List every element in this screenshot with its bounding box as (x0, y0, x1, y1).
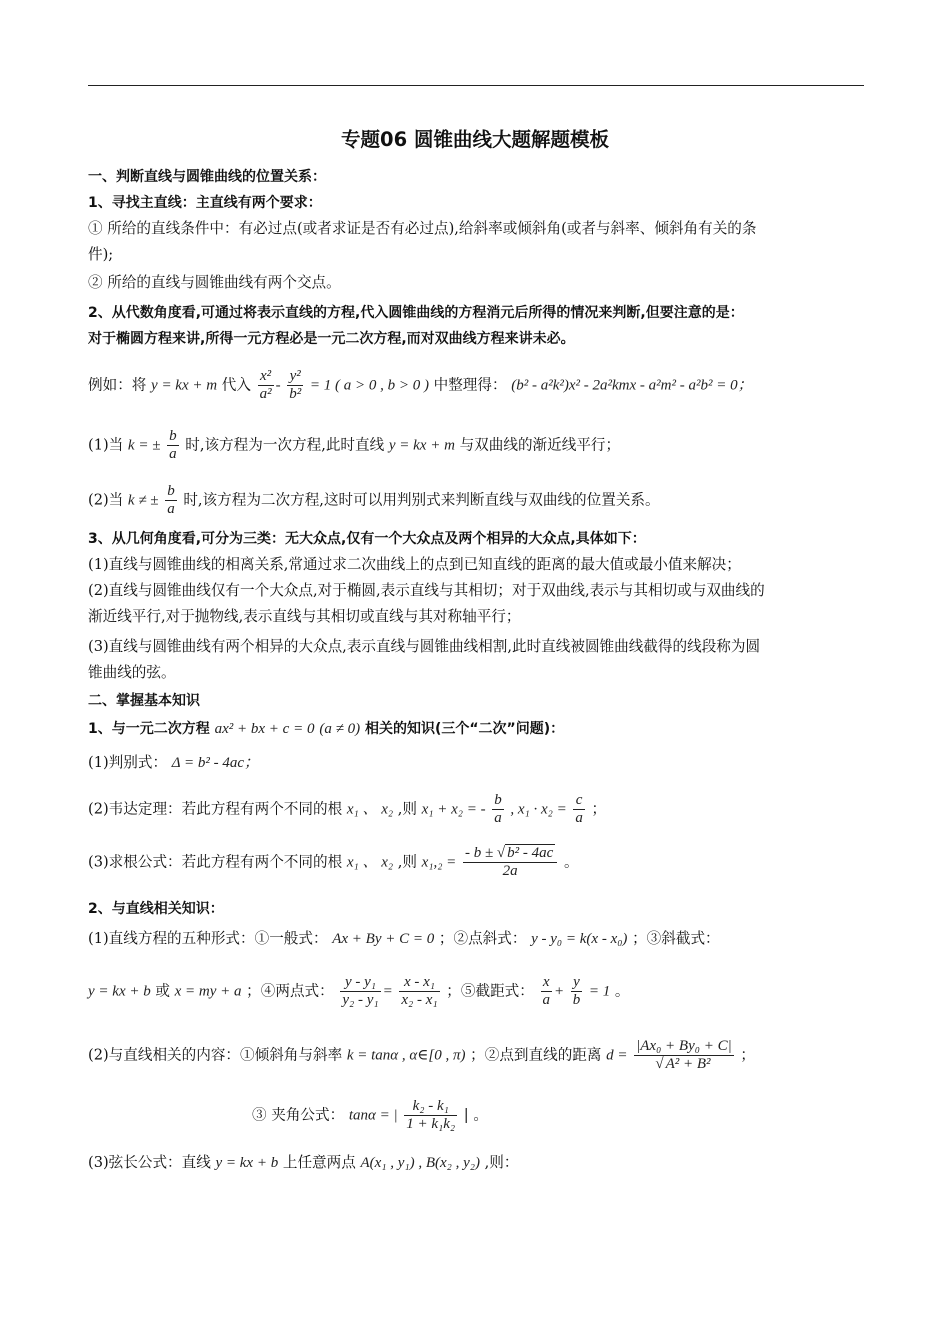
vieta-product: , x₁ · x₂ = (510, 801, 567, 818)
distance-lhs: d = (606, 1047, 628, 1064)
line-content (88, 1038, 864, 1073)
fraction-b-a: $\frac{b}{a}$ (169, 428, 177, 462)
point-1a-line2: 件); (88, 246, 114, 263)
root-formula (88, 845, 864, 880)
slope-intercept-form: y = kx + b (88, 983, 151, 1000)
point-2-line2: 对于椭圆方程来讲,所得一元方程必是一元二次方程,而对双曲线方程来讲未必。 (88, 331, 575, 347)
intercept-rhs: = 1 (588, 983, 611, 1000)
case-1-prefix: (1)当 (88, 436, 124, 454)
vieta (88, 792, 864, 827)
fraction-two-point-x: $\frac{\text{x - x₁}}{\text{x₂ - x₁}}$ (401, 974, 438, 1008)
point-1b: ② 所给的直线与圆锥曲线有两个交点。 (88, 274, 341, 291)
discriminant (88, 752, 864, 774)
fraction-quadratic-formula: $\frac{\text{- b ± √ b² - 4ac}}{2a}$ (463, 845, 557, 880)
fraction-x-a: $\frac{x}{a}$ (542, 974, 550, 1008)
quadratic-condition: (a ≠ 0) (319, 721, 361, 737)
fraction-two-point-y: $\frac{\text{y - y₁}}{\text{y₂ - y₁}}$ (342, 974, 379, 1008)
example-condition: = 1 ( a > 0 , b > 0 ) (309, 377, 429, 394)
knowledge-1-prefix: 1、与一元二次方程 (88, 721, 210, 737)
case-2-text: 时,该方程为二次方程,这时可以用判别式来判断直线与双曲线的位置关系。 (183, 491, 660, 509)
line-forms-end: 。 (614, 982, 630, 1000)
vieta-roots: x₁ 、 x₂ (346, 801, 394, 818)
geometry-3-line2: 锥曲线的弦。 (88, 664, 176, 681)
angle-formula-end: | 。 (463, 1106, 488, 1124)
fraction-b-a: $\frac{b}{a}$ (167, 483, 175, 517)
header-rule (88, 85, 864, 86)
example-prefix: 例如：将 (88, 376, 147, 394)
vieta-prefix: (2)韦达定理：若此方程有两个不同的根 (88, 800, 343, 818)
quadratic-equation: ax² + bx + c = 0 (214, 721, 315, 737)
chord-end: ,则： (484, 1154, 519, 1171)
or-text: 或 (155, 982, 170, 1000)
line-content-end: ； (740, 1046, 755, 1064)
example-result: (b² - a²k²)x² - 2a²kmx - a²m² - a²b² = 0； (511, 377, 753, 394)
case-1-end: 与双曲线的渐近线平行； (459, 436, 621, 454)
case-2-k: k ≠ ± (127, 492, 159, 509)
example-line-equation: y = kx + m (151, 377, 218, 394)
example-post: 中整理得： (433, 376, 507, 394)
geometry-2-line2: 渐近线平行,对于抛物线,表示直线与其相切或直线与其对称轴平行； (88, 608, 521, 625)
case-1-k: k = ± (127, 437, 161, 454)
general-form: Ax + By + C = 0 (332, 931, 435, 947)
chord-line: y = kx + b (215, 1155, 279, 1171)
slope-intercept-label: ；③斜截式： (632, 930, 720, 947)
fraction-angle: $\frac{\text{k₂ - k₁}}{\text{1 + k₁k₂}}$ (406, 1098, 456, 1132)
section-heading-1: 一、判断直线与圆锥曲线的位置关系： (88, 169, 326, 185)
fraction-x2-a2: $\frac{\text{x²}}{\text{a²}}$ (259, 368, 272, 402)
case-1-line: y = kx + m (388, 437, 455, 454)
point-2-line1: 2、从代数角度看,可通过将表示直线的方程,代入圆锥曲线的方程消元后所得的情况来判断,但要注意的是： (88, 305, 744, 321)
case-1 (88, 428, 864, 463)
fraction-b-a: $\frac{b}{a}$ (494, 792, 502, 826)
fraction-y2-b2: $\frac{\text{y²}}{\text{b²}}$ (289, 368, 302, 402)
case-2 (88, 483, 864, 518)
knowledge-1 (88, 718, 864, 740)
section-heading-2: 二、掌握基本知识 (88, 693, 200, 709)
root-formula-lhs: x₁,₂ = (421, 854, 457, 871)
line-forms-1 (88, 928, 864, 950)
intercept-label: ；⑤截距式： (446, 982, 534, 1000)
knowledge-2: 2、与直线相关知识： (88, 901, 224, 917)
geometry-1: (1)直线与圆锥曲线的相离关系,常通过求二次曲线上的点到已知直线的距离的最大值或最小值来解决； (88, 556, 741, 573)
root-formula-roots: x₁ 、 x₂ (346, 854, 394, 871)
slope-intercept-form-2: x = my + a (174, 983, 242, 1000)
line-content-prefix: (2)与直线相关的内容：①倾斜角与斜率 (88, 1046, 343, 1064)
point-1: 1、寻找主直线：主直线有两个要求： (88, 195, 322, 211)
point-3: 3、从几何角度看,可分为三类：无大众点,仅有一个大众点及两个相异的大众点,具体如下： (88, 531, 646, 547)
line-forms-prefix: (1)直线方程的五种形式：①一般式： (88, 930, 328, 947)
distance-label: ；②点到直线的距离 (470, 1046, 602, 1064)
angle-formula-label: ③ 夹角公式： (252, 1106, 345, 1124)
angle-formula-lhs: tanα = | (348, 1107, 398, 1124)
case-1-text: 时,该方程为一次方程,此时直线 (185, 436, 385, 454)
discriminant-label: (1)判别式： (88, 754, 168, 771)
chord-mid: 上任意两点 (282, 1154, 356, 1171)
angle-formula (252, 1098, 852, 1133)
chord-points: A(x₁ , y₁) , B(x₂ , y₂) (360, 1155, 481, 1171)
knowledge-1-post: 相关的知识(三个“二次”问题)： (364, 721, 565, 737)
slope-angle-formula: k = tanα , α∈[0 , π) (346, 1047, 466, 1064)
chord-length (88, 1152, 864, 1174)
two-point-label: ；④两点式： (246, 982, 334, 1000)
example-mid: 代入 (221, 376, 251, 394)
geometry-3-line1: (3)直线与圆锥曲线有两个相异的大众点,表示直线与圆锥曲线相割,此时直线被圆锥曲线截得的线段称为圆 (88, 638, 761, 655)
case-2-prefix: (2)当 (88, 491, 124, 509)
fraction-y-b: $\frac{y}{b}$ (572, 974, 581, 1008)
chord-prefix: (3)弦长公式：直线 (88, 1154, 211, 1171)
page-title: 专题06 圆锥曲线大题解题模板 (341, 128, 609, 151)
line-forms-2: y = kx + b 或 x = my + a ；④两点式： $\frac{\text{y - y₁}}{\text{y₂ - y₁}}$ = $\frac{\text{x - x₁}}{\text{x₂ - x₁}}$ ；⑤截距式： $\frac{x}{a}$ + $\frac{y}{b}$ = 1 。 (88, 974, 630, 1008)
vieta-end: ； (591, 800, 607, 818)
discriminant-equation: Δ = b² - 4ac； (171, 755, 260, 771)
root-formula-end: 。 (563, 853, 579, 871)
fraction-point-line-distance: $\frac{\text{|Ax₀ + By₀ + C|}}{\text{√ A² + B²}}$ (636, 1038, 732, 1072)
geometry-2-line1: (2)直线与圆锥曲线仅有一个大众点,对于椭圆,表示直线与其相切；对于双曲线,表示与其相切或与双曲线的 (88, 582, 765, 599)
fraction-c-a: $\frac{c}{a}$ (575, 792, 583, 826)
vieta-sum: x₁ + x₂ = - (421, 801, 486, 818)
root-formula-prefix: (3)求根公式：若此方程有两个不同的根 (88, 853, 343, 871)
example-line: 例如：将 y = kx + m 代入 $\frac{\text{x²}}{\text{a²}}$ - $\frac{\text{y²}}{\text{b²}}$ = 1 ( a > 0 , b > 0 ) 中整理得： (b² - a²k²)x² - 2a²kmx - a²m² - a²b² = 0； (88, 368, 753, 402)
point-slope-label: ；②点斜式： (438, 930, 527, 947)
vieta-mid: ,则 (397, 800, 417, 818)
point-1a-line1: ① 所给的直线条件中：有必过点(或者求证是否有必过点),给斜率或倾斜角(或者与斜率、倾斜角有关的条 (88, 220, 757, 237)
point-slope-form: y - y₀ = k(x - x₀) (531, 931, 628, 947)
root-formula-mid: ,则 (397, 853, 417, 871)
